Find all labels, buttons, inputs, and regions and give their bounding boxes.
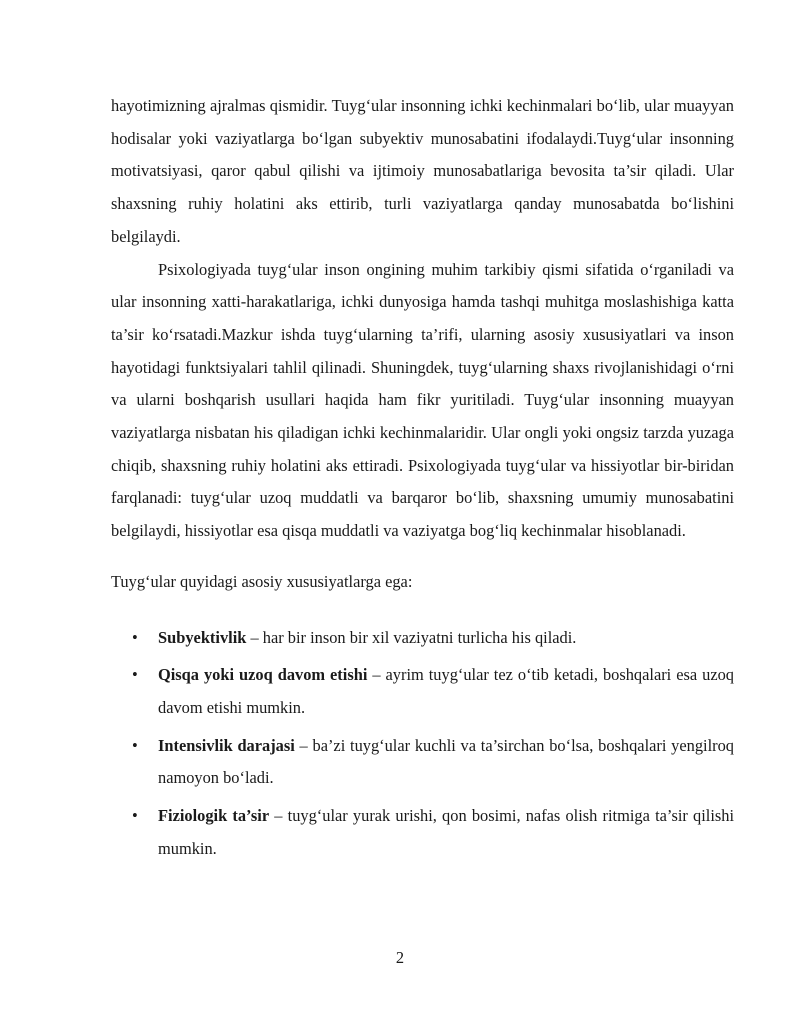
bullet-icon: • [132,806,138,826]
bullet-icon: • [132,665,138,685]
feature-description: – tuyg‘ular yurak urishi, qon bosimi, nafas olish ritmiga ta’sir qilishi mumkin. [158,806,735,858]
paragraph-features-lead: Tuyg‘ular quyidagi asosiy xususiyatlarga ega: [111,571,413,591]
list-item [111,800,734,865]
list-item [111,659,734,724]
list-item [111,622,734,655]
feature-term: Fiziologik ta’sir [158,806,270,826]
feature-description: – ayrim tuyg‘ular tez o‘tib ketadi, boshqalari esa uzoq davom etishi mumkin. [158,665,734,717]
feature-description: – ba’zi tuyg‘ular kuchli va ta’sirchan bo‘lsa, boshqalari yengilroq namoyon bo‘ladi. [158,735,734,788]
page-number: 2 [395,948,405,967]
page-content [111,90,734,870]
feature-term: Qisqa yoki uzoq davom etishi [158,665,368,685]
feature-description: – har bir inson bir xil vaziyatni turlicha his qiladi. [246,627,577,647]
list-item [111,730,734,795]
features-list [111,622,734,866]
feature-term: Intensivlik darajasi [158,735,295,755]
paragraph-psychology: Psixologiyada tuyg‘ular inson ongining muhim tarkibiy qismi sifatida o‘rganiladi va ular insonning xatti-harakatlariga, ichki dunyosiga hamda tashqi muhitga moslashishiga katta ta’sir ko‘rsatadi.Mazkur ishda tuyg‘ularning ta’rifi, ularning asosiy xususiyatlari va inson hayotidagi funktsiyalari tahlil qilinadi. Shuningdek, tuyg‘ularning shaxs rivojlanishidagi o‘rni va ularni boshqarish usullari haqida ham fikr yuritiladi. Tuyg‘ular insonning muayyan vaziyatlarga nisbatan his qiladigan ichki kechinmalaridir. Ular ongli yoki ongsiz tarzda yuzaga chiqib, shaxsning ruhiy holatini aks ettiradi. Psixologiyada tuyg‘ular va hissiyotlar bir-biridan farqlanadi: tuyg‘ular uzoq muddatli va barqaror bo‘lib, shaxsning umumiy munosabatini belgilaydi, hissiyotlar esa qisqa muddatli va vaziyatga bog‘liq kechinmalar hisoblanadi. [111,259,734,541]
bullet-icon: • [132,627,138,647]
feature-term: Subyektivlik [158,627,247,647]
bullet-icon: • [132,735,138,755]
paragraph-intro: hayotimizning ajralmas qismidir. Tuyg‘ular insonning ichki kechinmalari bo‘lib, ular muayyan hodisalar yoki vaziyatlarga bo‘lgan subyektiv munosabatini ifodalaydi.Tuyg‘ular insonning motivatsiyasi, qaror qabul qilishi va ijtimoiy munosabatlariga bevosita ta’sir qiladi. Ular shaxsning ruhiy holatini aks ettirib, turli vaziyatlarga qanday munosabatda bo‘lishini belgilaydi. [111,96,734,246]
